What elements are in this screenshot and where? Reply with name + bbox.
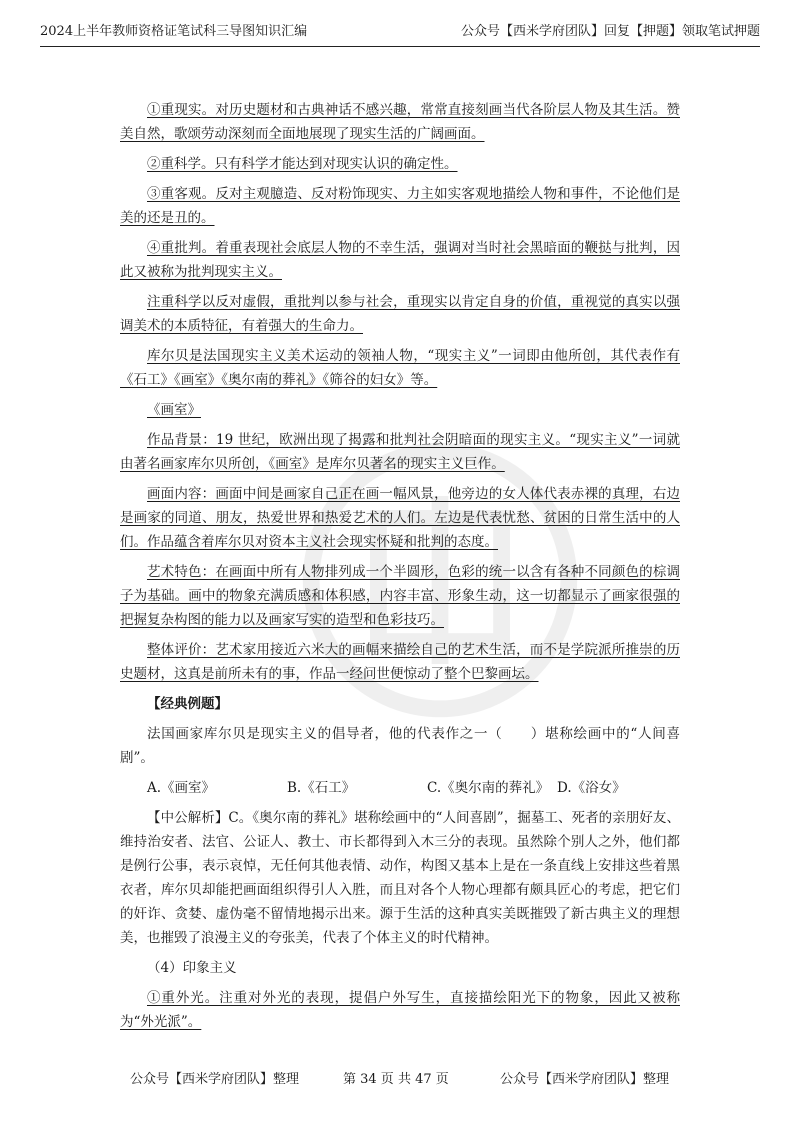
example-question: 法国画家库尔贝是现实主义的倡导者，他的代表作之一（ ）堪称绘画中的“人间喜剧”。: [120, 726, 680, 766]
page-header: [40, 20, 760, 47]
artwork-title: 《画室》: [147, 402, 201, 418]
answer-analysis: 【中公解析】C。《奥尔南的葬礼》堪称绘画中的“人间喜剧”，掘墓工、死者的亲朋好友、维持治安者、法官、公证人、教士、市长都得到入木三分的表现。虽然除个别人之外，他们都是例行公事，表示哀悼，无任何其他表情、动作，构图又基本上是在一条直线上安排这些着黑衣者，库尔贝却能把画面组织得引人入胜，而且对各个人物心理都有颇具匠心的考虑，把它们的奸诈、贪婪、虚伪毫不留情地揭示出来。源于生活的这种真实美既摧毁了新古典主义的理想美，也摧毁了浪漫主义的夸张美，代表了个体主义的时代精神。: [120, 810, 680, 946]
paragraph-realism-2: ②重科学。只有科学才能达到对现实认识的确定性。: [147, 156, 458, 172]
paragraph-realism-3: ③重客观。反对主观臆造、反对粉饰现实、力主如实客观地描绘人物和事件，不论他们是美的还是丑的。: [120, 186, 680, 226]
section-heading-impressionism: （4）印象主义: [147, 960, 237, 976]
footer-right-credit: 公众号【西米学府团队】整理: [500, 1072, 670, 1087]
page-content: [120, 98, 680, 1040]
header-promo-text: 公众号【西米学府团队】回复【押题】领取笔试押题: [460, 24, 760, 39]
footer-left-credit: 公众号【西米学府团队】整理: [130, 1072, 300, 1087]
paragraph-impressionism-1: ①重外光。注重对外光的表现，提倡户外写生，直接描绘阳光下的物象，因此又被称为“外光派”。: [120, 990, 680, 1030]
answer-options: [120, 776, 680, 800]
header-document-title: 2024上半年教师资格证笔试科三导图知识汇编: [40, 24, 308, 39]
page-footer: [0, 1070, 800, 1090]
paragraph-realism-summary: 注重科学以反对虚假，重批判以参与社会，重现实以肯定自身的价值，重视觉的真实以强调美术的本质特征，有着强大的生命力。: [120, 294, 680, 334]
paragraph-realism-1: ①重现实。对历史题材和古典神话不感兴趣，常常直接刻画当代各阶层人物及其生活。赞美自然，歌颂劳动深刻而全面地展现了现实生活的广阔画面。: [120, 102, 680, 142]
paragraph-evaluation: 整体评价：艺术家用接近六米大的画幅来描绘自己的艺术生活，而不是学院派所推崇的历史题材，这真是前所未有的事，作品一经问世便惊动了整个巴黎画坛。: [120, 642, 680, 682]
example-heading: 【经典例题】: [147, 696, 228, 712]
page-number: 第 34 页 共 47 页: [343, 1072, 449, 1087]
paragraph-background: 作品背景：19 世纪，欧洲出现了揭露和批判社会阴暗面的现实主义。“现实主义”一词就由著名画家库尔贝所创，《画室》是库尔贝著名的现实主义巨作。: [120, 432, 680, 472]
paragraph-features: 艺术特色：在画面中所有人物排列成一个半圆形，色彩的统一以含有各种不同颜色的棕调子为基础。画中的物象充满质感和体积感，内容丰富、形象生动，这一切都显示了画家很强的把握复杂构图的能力以及画家写实的造型和色彩技巧。: [120, 564, 680, 628]
paragraph-courbet: 库尔贝是法国现实主义美术运动的领袖人物，“现实主义”一词即由他所创，其代表作有《石工》《画室》《奥尔南的葬礼》《筛谷的妇女》等。: [120, 348, 680, 388]
paragraph-content: 画面内容：画面中间是画家自己正在画一幅风景，他旁边的女人体代表赤裸的真理，右边是画家的同道、朋友，热爱世界和热爱艺术的人们。左边是代表忧愁、贫困的日常生活中的人们。作品蕴含着库尔贝对资本主义社会现实怀疑和批判的态度。: [120, 486, 680, 550]
option-a: A.《画室》: [147, 780, 216, 796]
option-c: C.《奥尔南的葬礼》: [427, 780, 550, 796]
option-b: B.《石工》: [287, 780, 356, 796]
option-d: D.《浴女》: [557, 780, 626, 796]
paragraph-realism-4: ④重批判。着重表现社会底层人物的不幸生活，强调对当时社会黑暗面的鞭挞与批判，因此又被称为批判现实主义。: [120, 240, 680, 280]
